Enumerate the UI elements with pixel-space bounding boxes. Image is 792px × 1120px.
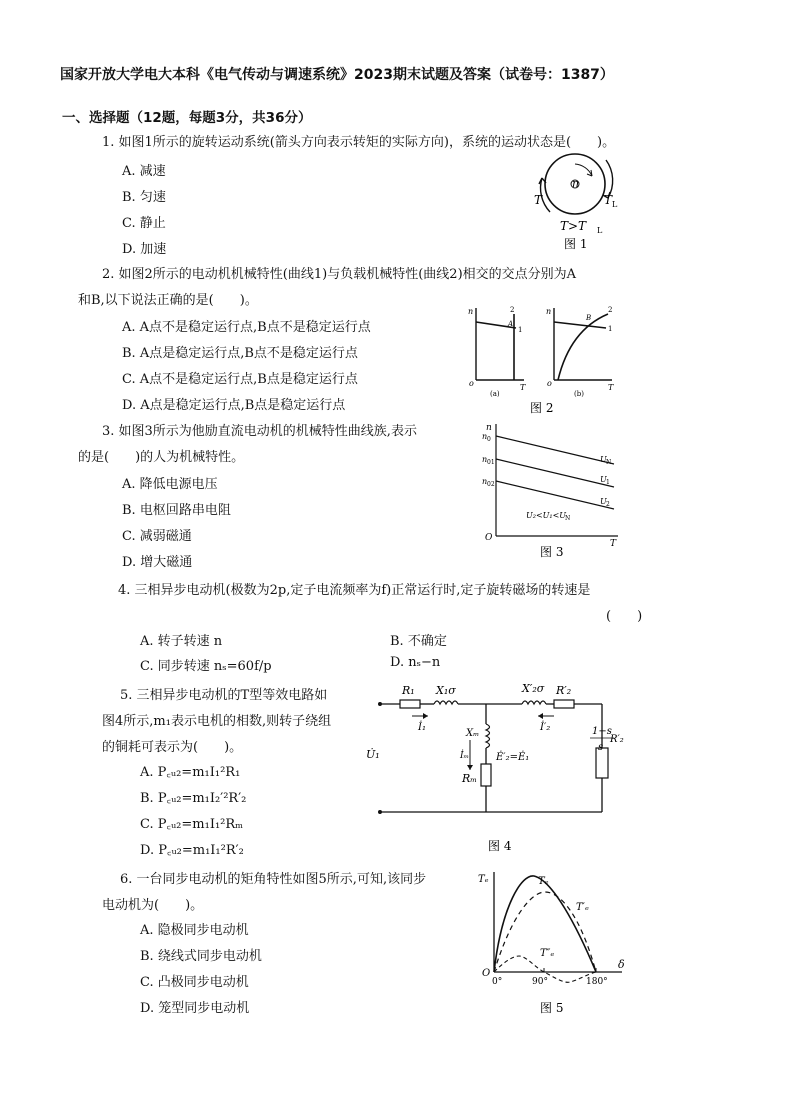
q5-option-a: A. P꜀ᵤ₂=m₁I₁²R₁ <box>140 765 241 780</box>
fig5-te-axis: Tₑ <box>478 874 489 885</box>
question-4-stem: 4. 三相异步电动机(极数为2p,定子电流频率为f)正常运行时,定子旋转磁场的转速是 <box>118 583 591 598</box>
fig1-t-label: T <box>534 193 543 207</box>
question-5-stem-line3: 的铜耗可表示为( )。 <box>102 740 243 755</box>
q4-option-c: C. 同步转速 nₛ=60f/p <box>140 659 272 674</box>
fig3-n0: n <box>482 432 488 441</box>
fig3-n01-sub: 01 <box>487 459 495 466</box>
fig5-deg180: 180° <box>586 977 608 987</box>
q2-option-d: D. A点是稳定运行点,B点是稳定运行点 <box>122 398 346 413</box>
fig4-x1sigma: X₁σ <box>436 684 456 697</box>
q2-option-a: A. A点不是稳定运行点,B点不是稳定运行点 <box>122 320 371 335</box>
fig2a-curve1: 1 <box>518 326 523 334</box>
fig4-rm: Rₘ <box>462 772 478 785</box>
q6-option-a: A. 隐极同步电动机 <box>140 923 249 938</box>
figure-4-t-equivalent-circuit <box>362 678 628 856</box>
question-3-stem-line2: 的是( )的人为机械特性。 <box>78 450 245 465</box>
q6-option-d: D. 笼型同步电动机 <box>140 1001 250 1016</box>
fig3-n0-sub: 0 <box>487 436 491 443</box>
q4-option-a: A. 转子转速 n <box>140 634 223 649</box>
fig4-r2: R′₂ <box>556 684 572 697</box>
fig2b-n: n <box>546 307 552 316</box>
fig4-emf: Ė′₂=Ė₁ <box>496 752 530 763</box>
q2-option-b: B. A点是稳定运行点,B点不是稳定运行点 <box>122 346 358 361</box>
fig3-un: U <box>600 455 607 464</box>
fig1-condition-sub: L <box>597 226 603 235</box>
fig2b-curve2: 2 <box>608 306 613 314</box>
fig5-deg0: 0° <box>492 977 503 987</box>
q5-option-c: C. P꜀ᵤ₂=m₁I₁²Rₘ <box>140 817 244 832</box>
fig3-relation-sub: N <box>565 515 571 522</box>
fig3-u1-sub: 1 <box>606 479 610 486</box>
fig3-origin: O <box>485 533 493 543</box>
q1-option-b: B. 匀速 <box>122 190 166 205</box>
figure-3-dc-motor-curves <box>478 418 626 560</box>
fig1-condition: T>T <box>560 219 587 233</box>
fig4-slip-num: 1−s <box>592 726 612 737</box>
fig1-tl-sub: L <box>612 200 618 209</box>
q1-option-d: D. 加速 <box>122 242 167 257</box>
fig4-r2-load: R′₂ <box>610 734 624 745</box>
fig3-u2: U <box>600 497 607 506</box>
fig4-im: İₘ <box>460 751 470 761</box>
fig4-i2: İ′₂ <box>540 722 551 733</box>
fig2b-o: o <box>547 379 552 388</box>
q3-option-c: C. 减弱磁通 <box>122 529 192 544</box>
q1-option-a: A. 减速 <box>122 164 166 179</box>
fig3-relation: U₂<U₁<U <box>526 511 567 520</box>
fig1-caption: 图 1 <box>564 237 588 251</box>
question-5-stem-line1: 5. 三相异步电动机的T型等效电路如 <box>120 688 328 703</box>
fig2a-curve2: 2 <box>510 306 515 314</box>
q3-option-a: A. 降低电源电压 <box>122 477 218 492</box>
fig3-n01: n <box>482 455 488 464</box>
fig5-te-prime: T′ₑ <box>576 902 589 913</box>
fig2a-point-a: A <box>508 320 514 328</box>
fig4-u1: U̇₁ <box>366 748 380 761</box>
question-6-stem-line2: 电动机为( )。 <box>102 898 204 913</box>
fig3-n-axis: n <box>486 423 492 433</box>
question-5-stem-line2: 图4所示,m₁表示电机的相数,则转子绕组 <box>102 714 332 729</box>
fig3-n02: n <box>482 477 488 486</box>
figure-5-torque-angle <box>472 864 632 1020</box>
q3-option-b: B. 电枢回路串电阻 <box>122 503 231 518</box>
question-2-stem-line1: 2. 如图2所示的电动机机械特性(曲线1)与负载机械特性(曲线2)相交的交点分别为A <box>102 267 577 282</box>
page-title: 国家开放大学电大本科《电气传动与调速系统》2023期末试题及答案（试卷号：1387） <box>60 67 614 83</box>
q4-option-b: B. 不确定 <box>390 634 447 649</box>
fig2a-n: n <box>468 307 474 316</box>
section-heading: 一、选择题（12题，每题3分，共36分） <box>62 110 312 126</box>
q4-option-d: D. nₛ−n <box>390 655 441 670</box>
fig2a-t: T <box>520 383 526 392</box>
question-1-stem: 1. 如图1所示的旋转运动系统(箭头方向表示转矩的实际方向)，系统的运动状态是( )。 <box>102 135 616 150</box>
q5-option-d: D. P꜀ᵤ₂=m₁I₁²R′₂ <box>140 843 244 858</box>
fig5-deg90: 90° <box>532 977 548 987</box>
fig2-caption: 图 2 <box>530 401 554 415</box>
fig4-i1: İ₁ <box>418 722 426 733</box>
fig2a-o: o <box>469 379 474 388</box>
figure-1-rotation <box>520 148 630 256</box>
q5-option-b: B. P꜀ᵤ₂=m₁I₂′²R′₂ <box>140 791 247 806</box>
q1-option-c: C. 静止 <box>122 216 166 231</box>
fig2b-t: T <box>608 383 614 392</box>
fig4-slip-den: s <box>598 742 604 753</box>
fig2b-curve1: 1 <box>608 325 613 333</box>
question-2-stem-line2: 和B,以下说法正确的是( )。 <box>78 293 258 308</box>
fig1-tl-label: T <box>604 193 613 207</box>
q3-option-d: D. 增大磁通 <box>122 555 193 570</box>
fig5-te-double-prime: T″ₑ <box>540 948 555 959</box>
q6-option-c: C. 凸极同步电动机 <box>140 975 249 990</box>
fig2a-sub: (a) <box>490 390 500 398</box>
fig3-caption: 图 3 <box>540 545 564 559</box>
fig5-te: Tₑ <box>538 876 549 887</box>
fig4-xm: Xₘ <box>466 728 480 739</box>
fig4-x2sigma: X′₂σ <box>522 682 545 695</box>
figure-2-characteristics <box>462 300 622 416</box>
fig3-t-axis: T <box>610 539 617 549</box>
fig3-n02-sub: 02 <box>487 481 495 488</box>
fig4-caption: 图 4 <box>488 839 512 853</box>
question-6-stem-line1: 6. 一台同步电动机的矩角特性如图5所示,可知,该同步 <box>120 872 427 887</box>
fig4-r1: R₁ <box>402 684 415 697</box>
fig1-n-label: n <box>572 177 580 190</box>
fig2b-point-b: B <box>586 314 592 322</box>
fig5-origin: O <box>482 968 491 979</box>
fig3-un-sub: N <box>606 459 612 466</box>
question-4-answer-paren: ( ) <box>606 609 643 624</box>
fig3-u1: U <box>600 475 607 484</box>
question-3-stem-line1: 3. 如图3所示为他励直流电动机的机械特性曲线族,表示 <box>102 424 417 439</box>
fig5-caption: 图 5 <box>540 1001 564 1015</box>
q6-option-b: B. 绕线式同步电动机 <box>140 949 262 964</box>
fig2b-sub: (b) <box>574 390 584 398</box>
q2-option-c: C. A点不是稳定运行点,B点是稳定运行点 <box>122 372 358 387</box>
fig3-u2-sub: 2 <box>606 501 610 508</box>
fig5-delta: δ <box>618 958 625 971</box>
